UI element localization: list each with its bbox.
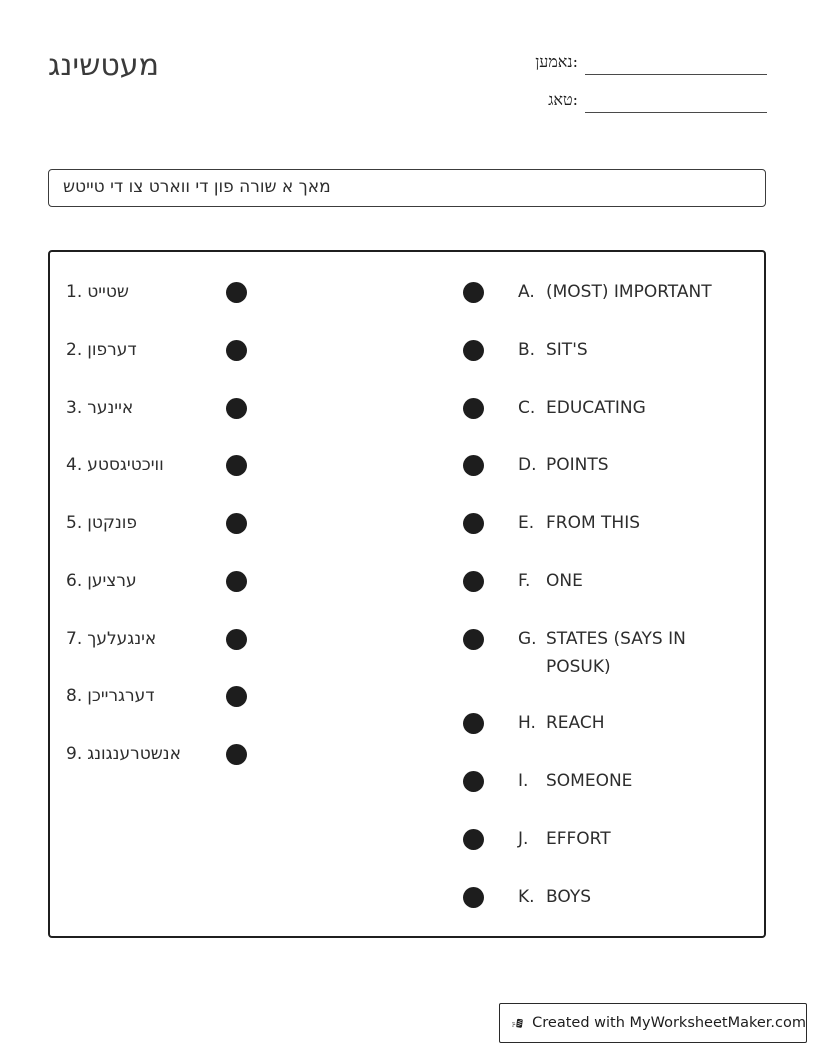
item-text: REACH (546, 713, 605, 733)
match-dot-right[interactable] (463, 513, 484, 534)
item-letter: H. (518, 713, 536, 733)
right-item-row (50, 451, 764, 479)
item-word-text: איינער (87, 398, 134, 418)
name-label: נאמען: (535, 52, 578, 71)
match-dot-right[interactable] (463, 713, 484, 734)
item-word-text: אינגעלעך (87, 629, 157, 649)
item-letter: C. (518, 398, 536, 418)
item-number: 5. (66, 513, 83, 533)
item-number: 6. (66, 571, 83, 591)
match-dot-right[interactable] (463, 398, 484, 419)
item-letter: J. (518, 829, 529, 849)
item-number: 1. (66, 282, 83, 302)
right-item-row (50, 336, 764, 364)
right-item-row (50, 278, 764, 306)
item-word (66, 682, 155, 710)
item-word-text: אנשטרענגונג (87, 744, 181, 764)
right-item-row (50, 825, 764, 853)
item-text: ONE (546, 571, 583, 591)
item-word-text: וויכטיגסטע (87, 455, 164, 475)
right-item-row (50, 567, 764, 595)
match-dot-right[interactable] (463, 771, 484, 792)
match-dot-right[interactable] (463, 887, 484, 908)
right-item-row (50, 394, 764, 422)
match-dot-left[interactable] (226, 686, 247, 707)
item-letter: K. (518, 887, 535, 907)
item-number: 3. (66, 398, 83, 418)
item-word-text: שטייט (87, 282, 129, 302)
name-write-line (585, 74, 767, 75)
match-dot-right[interactable] (463, 282, 484, 303)
left-item-row (50, 740, 764, 768)
item-letter: D. (518, 455, 537, 475)
item-word-text: פונקטן (87, 513, 138, 533)
right-item-row (50, 883, 764, 911)
instruction-text: מאך א שורה פון די ווארט צו די טייטש (63, 177, 331, 197)
item-letter: A. (518, 282, 535, 302)
worksheet-maker-logo-icon (512, 1010, 524, 1037)
item-number: 4. (66, 455, 83, 475)
item-number: 7. (66, 629, 83, 649)
date-label: טאג: (548, 90, 578, 109)
item-text: SIT'S (546, 340, 588, 360)
matching-area (48, 250, 766, 938)
item-word-text: ערציען (87, 571, 137, 591)
item-word-text: דערפון (87, 340, 137, 360)
left-item-row (50, 682, 764, 710)
item-letter: I. (518, 771, 529, 791)
match-dot-right[interactable] (463, 629, 484, 650)
right-item-row (50, 509, 764, 537)
match-dot-left[interactable] (226, 744, 247, 765)
credit-badge (499, 1003, 807, 1043)
right-item-row (50, 709, 764, 737)
item-word (66, 740, 181, 768)
item-letter: F. (518, 571, 531, 591)
item-letter: G. (518, 629, 537, 649)
match-dot-right[interactable] (463, 455, 484, 476)
match-dot-right[interactable] (463, 571, 484, 592)
item-word-text: דערגרייכן (87, 686, 155, 706)
right-item-row (50, 625, 764, 677)
item-text: BOYS (546, 887, 591, 907)
item-text: POINTS (546, 455, 609, 475)
worksheet-title: מעטשינג (48, 48, 159, 83)
instruction-box (48, 169, 766, 207)
item-text: SOMEONE (546, 771, 633, 791)
credit-link[interactable]: Created with MyWorksheetMaker.com (532, 1015, 806, 1031)
item-letter: E. (518, 513, 535, 533)
item-text: FROM THIS (546, 513, 641, 533)
match-dot-right[interactable] (463, 340, 484, 361)
item-text: EDUCATING (546, 398, 646, 418)
item-letter: B. (518, 340, 536, 360)
item-number: 2. (66, 340, 83, 360)
item-text: STATES (SAYS IN POSUK) (546, 629, 686, 677)
match-dot-right[interactable] (463, 829, 484, 850)
item-text: EFFORT (546, 829, 611, 849)
item-number: 8. (66, 686, 83, 706)
item-number: 9. (66, 744, 83, 764)
date-write-line (585, 112, 767, 113)
right-item-row (50, 767, 764, 795)
item-text: (MOST) IMPORTANT (546, 282, 712, 302)
